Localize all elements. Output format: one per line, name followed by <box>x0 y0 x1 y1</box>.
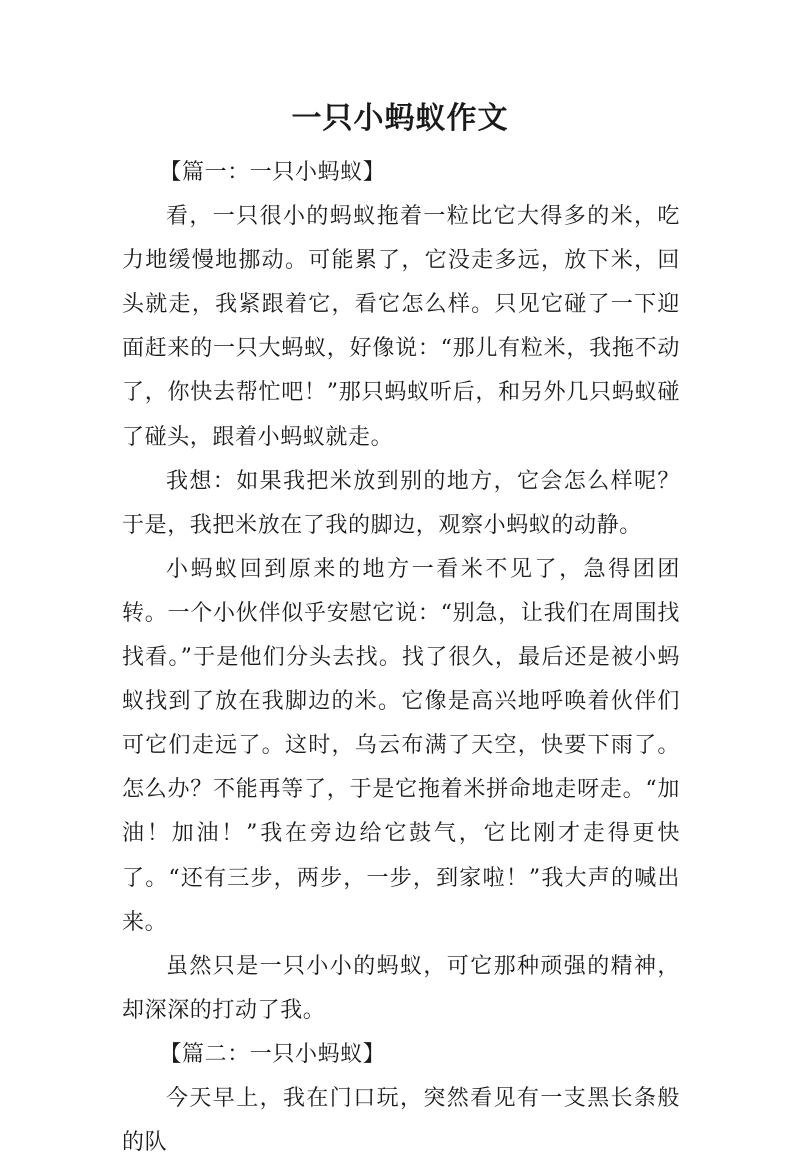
section-heading-2: 【篇二：一只小蚂蚁】 <box>159 1041 386 1067</box>
paragraph-4: 虽然只是一只小小的蚂蚁，可它那种顽强的精神，却深深的打动了我。 <box>122 953 680 1023</box>
paragraph-1: 看，一只很小的蚂蚁拖着一粒比它大得多的米，吃力地缓慢地挪动。可能累了，它没走多远，放下米，回头就走，我紧跟着它，看它怎么样。只见它碰了一下迎面赶来的一只大蚂蚁，好像说：“那儿有粒米，我拖不动了，你快去帮忙吧！”那只蚂蚁听后，和另外几只蚂蚁碰了碰头，跟着小蚂蚁就走。 <box>122 204 680 450</box>
section-heading-1: 【篇一：一只小蚂蚁】 <box>159 160 386 185</box>
paragraph-5: 今天早上，我在门口玩，突然看见有一支黑长条般的队 <box>122 1085 680 1156</box>
paragraph-3: 小蚂蚁回到原来的地方一看米不见了，急得团团转。一个小伙伴似乎安慰它说：“别急，让我们在周围找找看。”于是他们分头去找。找了很久，最后还是被小蚂蚁找到了放在我脚边的米。它像是高兴地呼唤着伙伴们可它们走远了。这时，乌云布满了天空，快要下雨了。怎么办？不能再等了，于是它拖着米拼命地走呀走。“加油！加油！”我在旁边给它鼓气，它比刚才走得更快了。“还有三步，两步，一步，到家啦！”我大声的喊出来。 <box>122 556 680 935</box>
document-body <box>122 151 680 1165</box>
document-title: 一只小蚂蚁作文 <box>291 101 509 136</box>
paragraph-2: 我想：如果我把米放到别的地方，它会怎么样呢？于是，我把米放在了我的脚边，观察小蚂蚁的动静。 <box>122 468 680 538</box>
